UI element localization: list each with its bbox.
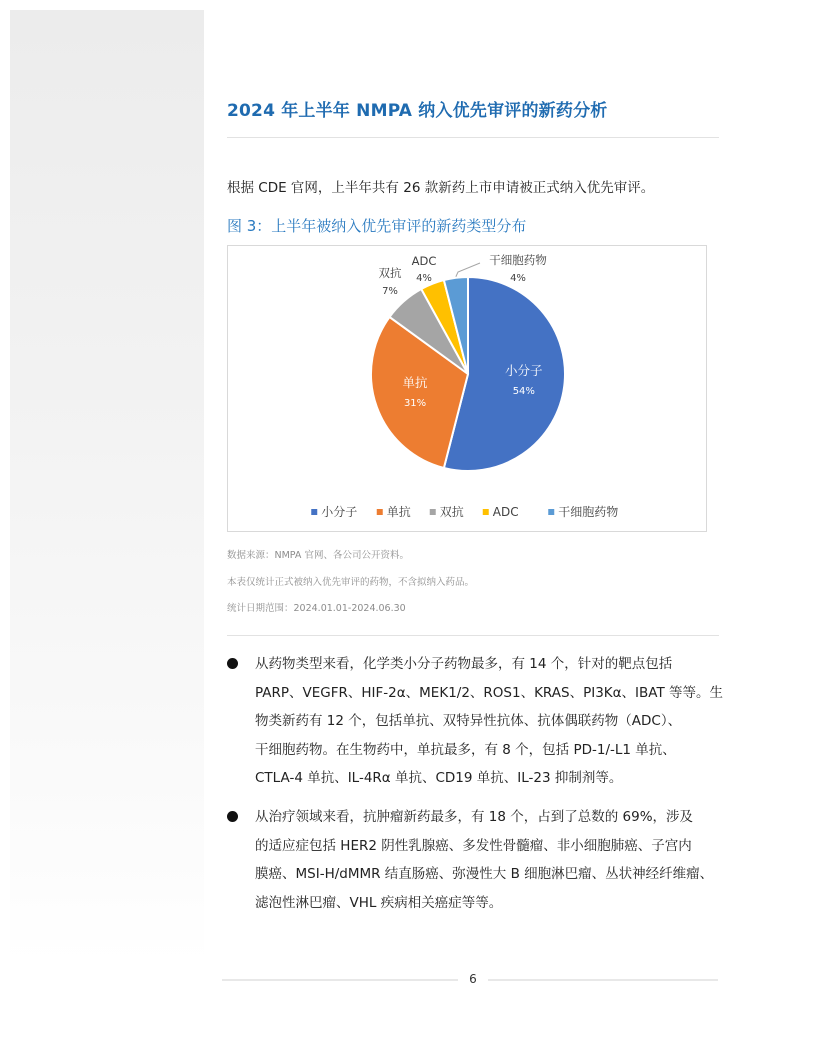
intro-paragraph: 根据 CDE 官网，上半年共有 26 款新药上市申请被正式纳入优先审评。: [227, 180, 655, 196]
bullet-dot-icon: [227, 658, 238, 669]
bullet-line: 滤泡性淋巴瘤、VHL 疾病相关癌症等等。: [255, 894, 503, 911]
notes-divider: [227, 635, 719, 636]
pie-chart-frame: [227, 245, 707, 532]
bullet-line: 的适应症包括 HER2 阴性乳腺癌、多发性骨髓瘤、非小细胞肺癌、子宫内: [255, 837, 692, 854]
scope-note: 本表仅统计正式被纳入优先审评的药物，不含拟纳入药品。: [227, 577, 475, 588]
bullet-drug-type: [227, 650, 727, 793]
footer-line-left: [222, 979, 458, 981]
slice-label-small-molecule: 小分子: [505, 363, 543, 379]
legend-marker-adc: [483, 509, 489, 515]
analysis-bullets: [227, 650, 727, 927]
slice-percent-bispecific-antibody: 7%: [382, 286, 398, 297]
footer-line-right: [488, 979, 718, 981]
bullet-line: CTLA-4 单抗、IL-4Rα 单抗、CD19 单抗、IL-23 抑制剂等。: [255, 770, 623, 787]
figure-title: 图 3：上半年被纳入优先审评的新药类型分布: [227, 217, 527, 235]
bullet-dot-icon: [227, 811, 238, 822]
bullet-line: 膜癌、MSI-H/dMMR 结直肠癌、弥漫性大 B 细胞淋巴瘤、丛状神经纤维瘤、: [255, 866, 714, 883]
date-range-note: 统计日期范围：2024.01.01-2024.06.30: [227, 603, 406, 614]
legend-label-adc: ADC: [492, 505, 519, 519]
title-divider: [227, 137, 719, 138]
legend-label-monoclonal-antibody: 单抗: [386, 505, 411, 519]
legend-label-bispecific-antibody: 双抗: [439, 505, 464, 519]
slice-percent-monoclonal-antibody: 31%: [403, 398, 427, 410]
slice-percent-small-molecule: 54%: [512, 386, 535, 398]
legend-marker-monoclonal-antibody: [377, 509, 383, 515]
slice-label-bispecific-antibody: 双抗: [378, 266, 402, 280]
slice-label-adc: ADC: [411, 254, 437, 268]
slice-label-stem-cell: 干细胞药物: [489, 253, 547, 267]
bullet-therapeutic-area: [227, 803, 727, 917]
bullet-line: PARP、VEGFR、HIF-2α、MEK1/2、ROS1、KRAS、PI3Kα、IBAT 等等。生: [255, 684, 724, 701]
page-number: 6: [469, 972, 477, 986]
bullet-line: 从药物类型来看，化学类小分子药物最多，有 14 个，针对的靶点包括: [255, 656, 673, 672]
pie-chart: [228, 246, 706, 531]
legend-marker-stem-cell: [548, 509, 554, 515]
legend-label-small-molecule: 小分子: [321, 505, 358, 519]
legend-label-stem-cell: 干细胞药物: [558, 505, 619, 519]
data-source-note: 数据来源：NMPA 官网、各公司公开资料。: [227, 550, 409, 561]
slice-label-monoclonal-antibody: 单抗: [402, 375, 428, 391]
bullet-line: 从治疗领域来看，抗肿瘤新药最多，有 18 个，占到了总数的 69%，涉及: [255, 808, 694, 825]
legend-marker-bispecific-antibody: [430, 509, 436, 515]
leader-line: [456, 263, 480, 277]
bullet-line: 物类新药有 12 个，包括单抗、双特异性抗体、抗体偶联药物（ADC）、: [255, 713, 682, 730]
legend-marker-small-molecule: [311, 509, 317, 515]
decorative-side-band: [10, 10, 204, 965]
bullet-line: 干细胞药物。在生物药中，单抗最多，有 8 个，包括 PD-1/-L1 单抗、: [255, 741, 676, 758]
slice-percent-adc: 4%: [416, 273, 432, 284]
page-title: 2024 年上半年 NMPA 纳入优先审评的新药分析: [227, 101, 608, 121]
slice-percent-stem-cell: 4%: [510, 273, 526, 284]
